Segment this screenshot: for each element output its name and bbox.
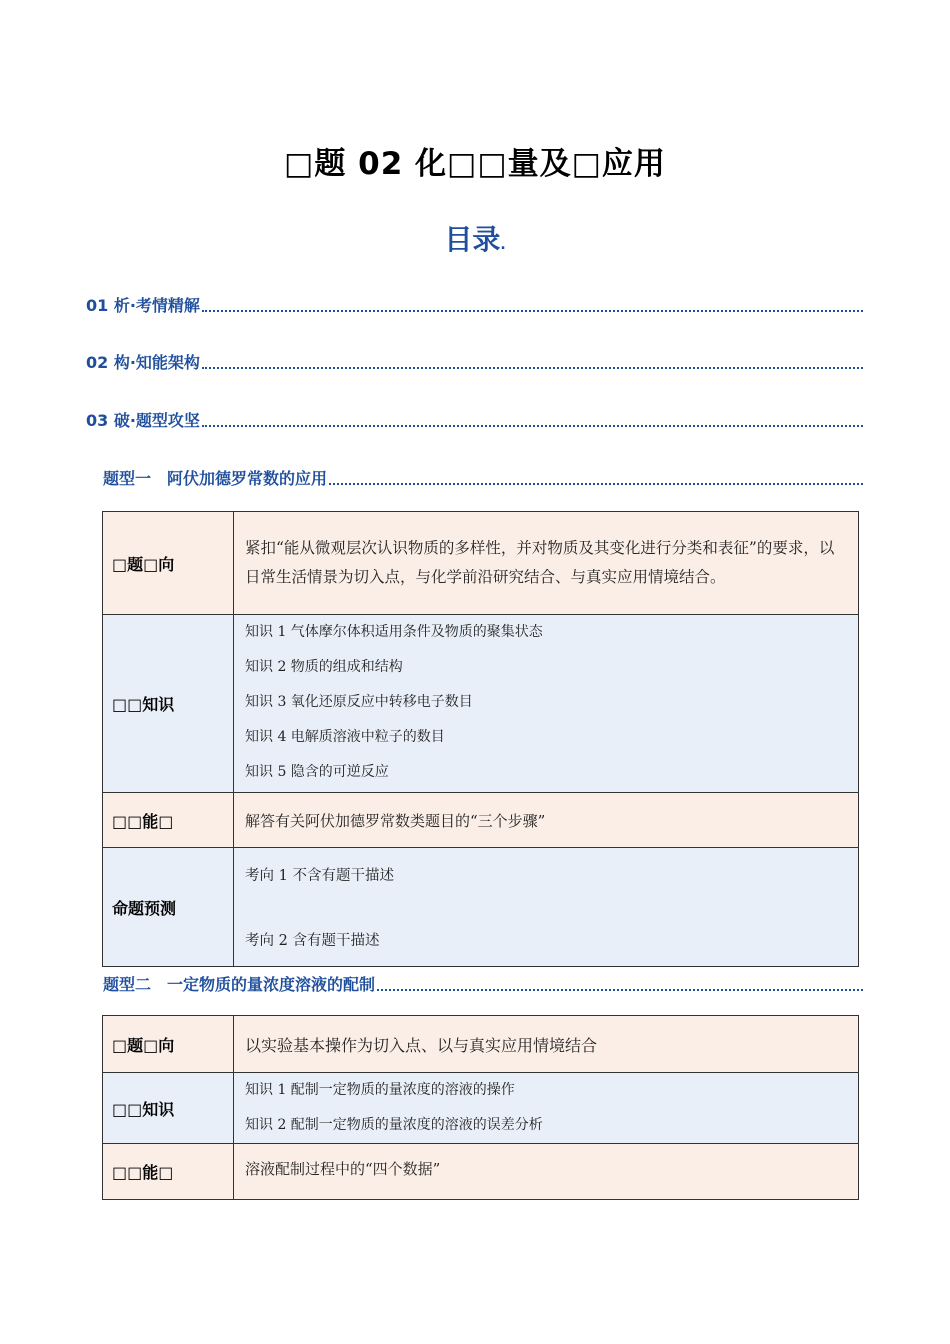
list-item: 知识 4 电解质溶液中粒子的数目: [245, 729, 445, 745]
row-label: □□知识: [103, 1073, 234, 1144]
row-label: □题□向: [103, 1016, 234, 1073]
table-row: [103, 1144, 859, 1200]
list-item: 知识 2 配制一定物质的量浓度的溶液的误差分析: [245, 1117, 543, 1133]
row-label: □□能□: [103, 793, 234, 848]
toc-item-analysis[interactable]: [86, 293, 863, 316]
row-label: □□能□: [103, 1144, 234, 1200]
list-item: 考向 2 含有题干描述: [245, 933, 380, 949]
toc-subitem-type1[interactable]: [103, 466, 863, 489]
table-row: [103, 848, 859, 967]
toc-heading-text: 目录: [444, 223, 501, 256]
type2-table: [102, 1015, 859, 1200]
toc-item-label: 02 构·知能架构: [86, 353, 200, 372]
table-row: [103, 1073, 859, 1144]
toc-subitem-type2[interactable]: [103, 972, 863, 995]
type1-table: [102, 511, 859, 967]
toc-item-label: 03 破·题型攻坚: [86, 411, 200, 430]
toc-leader: [202, 309, 863, 312]
toc-heading: 目录.: [444, 223, 506, 256]
toc-leader: [329, 482, 863, 485]
row-content: 溶液配制过程中的“四个数据”: [234, 1144, 859, 1200]
toc-item-framework[interactable]: [86, 350, 863, 373]
toc-item-label: 01 析·考情精解: [86, 296, 200, 315]
row-content: [234, 512, 859, 615]
table-row: [103, 793, 859, 848]
list-item: 知识 1 气体摩尔体积适用条件及物质的聚集状态: [245, 624, 543, 640]
toc-subitem-label: 题型二 一定物质的量浓度溶液的配制: [103, 975, 376, 994]
toc-item-breakthrough[interactable]: [86, 408, 863, 431]
row-label: 命题预测: [103, 848, 234, 967]
row-label: □□知识: [103, 615, 234, 793]
row-content: [234, 615, 859, 793]
row-label: □题□向: [103, 512, 234, 615]
table-row: [103, 512, 859, 615]
row-content: 以实验基本操作为切入点、以与真实应用情境结合: [234, 1016, 859, 1073]
row-content: [234, 848, 859, 967]
toc-subitem-label: 题型一 阿伏加德罗常数的应用: [103, 469, 328, 488]
toc-leader: [202, 424, 863, 427]
row-content: 解答有关阿伏加德罗常数类题目的“三个步骤”: [234, 793, 859, 848]
toc-leader: [377, 988, 863, 991]
table-row: [103, 615, 859, 793]
table-row: [103, 1016, 859, 1073]
list-item: 知识 5 隐含的可逆反应: [245, 764, 389, 780]
list-item: 知识 2 物质的组成和结构: [245, 659, 403, 675]
list-item: 知识 3 氧化还原反应中转移电子数目: [245, 694, 473, 710]
toc-leader: [202, 366, 863, 369]
row-content: [234, 1073, 859, 1144]
document-title: □题 02 化□□量及□应用: [284, 146, 666, 182]
orientation-text: 紧扣“能从微观层次认识物质的多样性，并对物质及其变化进行分类和表征”的要求，以日常生活情景为切入点，与化学前沿研究结合、与真实应用情境结合。: [245, 539, 835, 586]
list-item: 知识 1 配制一定物质的量浓度的溶液的操作: [245, 1082, 515, 1098]
list-item: 考向 1 不含有题干描述: [245, 868, 394, 884]
